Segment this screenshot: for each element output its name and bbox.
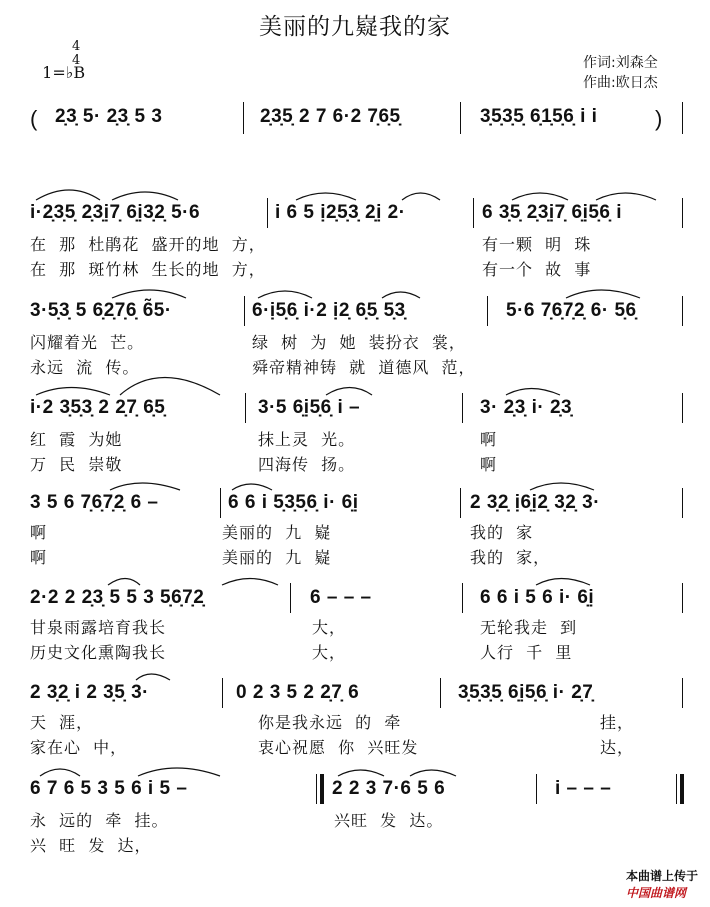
s6-lyric-verse2-c: 达， — [600, 738, 635, 757]
song-title: 美丽的九嶷我的家 — [259, 14, 451, 40]
site-logo-text[interactable]: 中国曲谱网 — [625, 886, 686, 900]
s6-lyric-verse1-b: 你是我永远 的 牵 — [258, 713, 402, 732]
s6-measure-3: 3̣5̣3̣5̣ 6̣ị5̣6̣ i· 2̣7̣ — [458, 682, 594, 703]
s4-lyric-verse1-b: 美丽的 九 嶷 — [222, 523, 332, 542]
intro-measure-2: 2̣3̣5̣ 2 7 6·2 7̣6̣5̣ — [260, 106, 401, 127]
lyricist-credit: 作词:刘森全 — [583, 55, 658, 71]
intro-measure-1: 2̣3̣ 5· 2̣3̣ 5 3 — [55, 106, 163, 127]
s7-measure-2: 2 2 3 7·6 5 6 — [332, 778, 446, 799]
s7-lyric-verse1-b: 兴旺 发 达。 — [334, 811, 444, 830]
s1-lyric-verse2-b: 有一个 故 事 — [482, 260, 592, 279]
s7-measure-1: 6 7 6 5 3 5 6 i 5 – — [30, 778, 188, 799]
s3-lyric-verse1-a: 红 霞 为她 — [30, 430, 123, 449]
s3-lyric-verse2-c: 啊 — [480, 455, 498, 474]
s3-lyric-verse1-c: 啊 — [480, 430, 498, 449]
intro-open-paren: ( — [30, 106, 38, 131]
s2-measure-2: 6·ị5̣6̣ i·2 ị2̣ 6̣5̣ 5̣3̣ — [252, 300, 406, 321]
s7-measure-3: i – – – — [555, 778, 612, 799]
s4-lyric-verse2-c: 我的 家， — [470, 548, 551, 567]
s1-measure-2: i 6 5 ị2̣5̣3̣ 2̣ị 2· — [275, 202, 406, 223]
s7-lyric-verse1-a: 永 远的 牵 挂。 — [30, 811, 169, 830]
s2-lyric-verse2-b: 舜帝精神铸 就 道德风 范， — [252, 358, 476, 377]
intro-measure-3: 3̣5̣3̣5̣ 6̣1̣5̣6̣ i i — [480, 106, 598, 127]
s3-lyric-verse2-a: 万 民 崇敬 — [30, 455, 123, 474]
composer-credit: 作曲:欧日杰 — [583, 75, 658, 91]
s2-measure-1: 3·5̣3̣ 5 6̣2̣7̣6̣ 6̃5· — [30, 300, 172, 321]
s2-lyric-verse1-b: 绿 树 为 她 装扮衣 裳， — [252, 333, 466, 352]
s7-lyric-verse2-a: 兴 旺 发 达， — [30, 836, 152, 855]
s6-lyric-verse1-a: 天 涯， — [30, 713, 94, 732]
s1-measure-3: 6 3̣5̣ 2̣3̣ị7̣ 6̣ị5̣6̣ i — [482, 202, 623, 223]
s4-measure-1: 3 5 6 7̣6̣7̣2̣ 6 – — [30, 492, 159, 513]
s6-measure-2: 0 2 3 5 2 2̣7̣ 6 — [236, 682, 360, 703]
s5-lyric-verse1-b: 大， — [312, 618, 347, 637]
time-denominator: 4 — [72, 53, 81, 68]
key-prefix: 1= — [42, 63, 66, 82]
s3-lyric-verse1-b: 抹上灵 光。 — [258, 430, 356, 449]
intro-close-paren: ) — [655, 106, 663, 131]
key-note: B — [73, 63, 86, 82]
s5-lyric-verse1-c: 无轮我走 到 — [480, 618, 578, 637]
s4-lyric-verse2-b: 美丽的 九 嶷 — [222, 548, 332, 567]
s5-lyric-verse2-c: 人行 千 里 — [480, 643, 573, 662]
s5-measure-1: 2·2 2 2̣3̣ 5 5 3 5̣6̣7̣2̣ — [30, 587, 205, 608]
s2-lyric-verse1-a: 闪耀着光 芒。 — [30, 333, 145, 352]
s2-lyric-verse2-a: 永远 流 传。 — [30, 358, 140, 377]
s3-measure-3: 3· 2̣3̣ i· 2̣3̣ — [480, 397, 573, 418]
s4-measure-2: 6 6 i 5̣3̣5̣6̣ i· 6̣ị — [228, 492, 359, 513]
time-numerator: 4 — [72, 39, 81, 54]
s5-measure-3: 6 6 i 5 6 i· 6̣ị — [480, 587, 595, 608]
s1-lyric-verse2-a: 在 那 斑竹林 生长的地 方， — [30, 260, 266, 279]
s4-lyric-verse1-a: 啊 — [30, 523, 48, 542]
s5-lyric-verse1-a: 甘泉雨露培育我长 — [30, 618, 167, 637]
s3-measure-2: 3·5 6̣ị5̣6̣ i – — [258, 397, 361, 418]
s6-lyric-verse2-a: 家在心 中， — [30, 738, 128, 757]
s4-lyric-verse1-c: 我的 家 — [470, 523, 534, 542]
s1-lyric-verse1-b: 有一颗 明 珠 — [482, 235, 592, 254]
footer-uploaded-text: 本曲谱上传于 — [625, 869, 698, 883]
s1-measure-1: i·2̣3̣5̣ 2̣3̣ị7̣ 6̣ị3̣2̣ 5·6 — [30, 202, 201, 223]
s3-lyric-verse2-b: 四海传 扬。 — [258, 455, 356, 474]
flat-sign: ♭ — [65, 63, 74, 82]
footer-credit — [618, 853, 698, 901]
s2-measure-3: 5·6 7̣6̣7̣2̣ 6· 5̣6̣ — [506, 300, 637, 321]
s5-lyric-verse2-b: 大， — [312, 643, 347, 662]
s4-lyric-verse2-a: 啊 — [30, 548, 48, 567]
s4-measure-3: 2 3̣2̣ ị6̣ị2̣ 3̣2̣ 3· — [470, 492, 601, 513]
s6-lyric-verse1-c: 挂， — [600, 713, 635, 732]
s1-lyric-verse1-a: 在 那 杜鹃花 盛开的地 方， — [30, 235, 266, 254]
s6-measure-1: 2 3̣2̣ i 2 3̣5̣ 3· — [30, 682, 149, 703]
s5-measure-2: 6 – – – — [310, 587, 372, 608]
s5-lyric-verse2-a: 历史文化熏陶我长 — [30, 643, 167, 662]
s3-measure-1: i·2 3̣5̣3̣ 2 2̣7̣ 6̣5̣ — [30, 397, 166, 418]
s6-lyric-verse2-b: 衷心祝愿 你 兴旺发 — [258, 738, 419, 757]
